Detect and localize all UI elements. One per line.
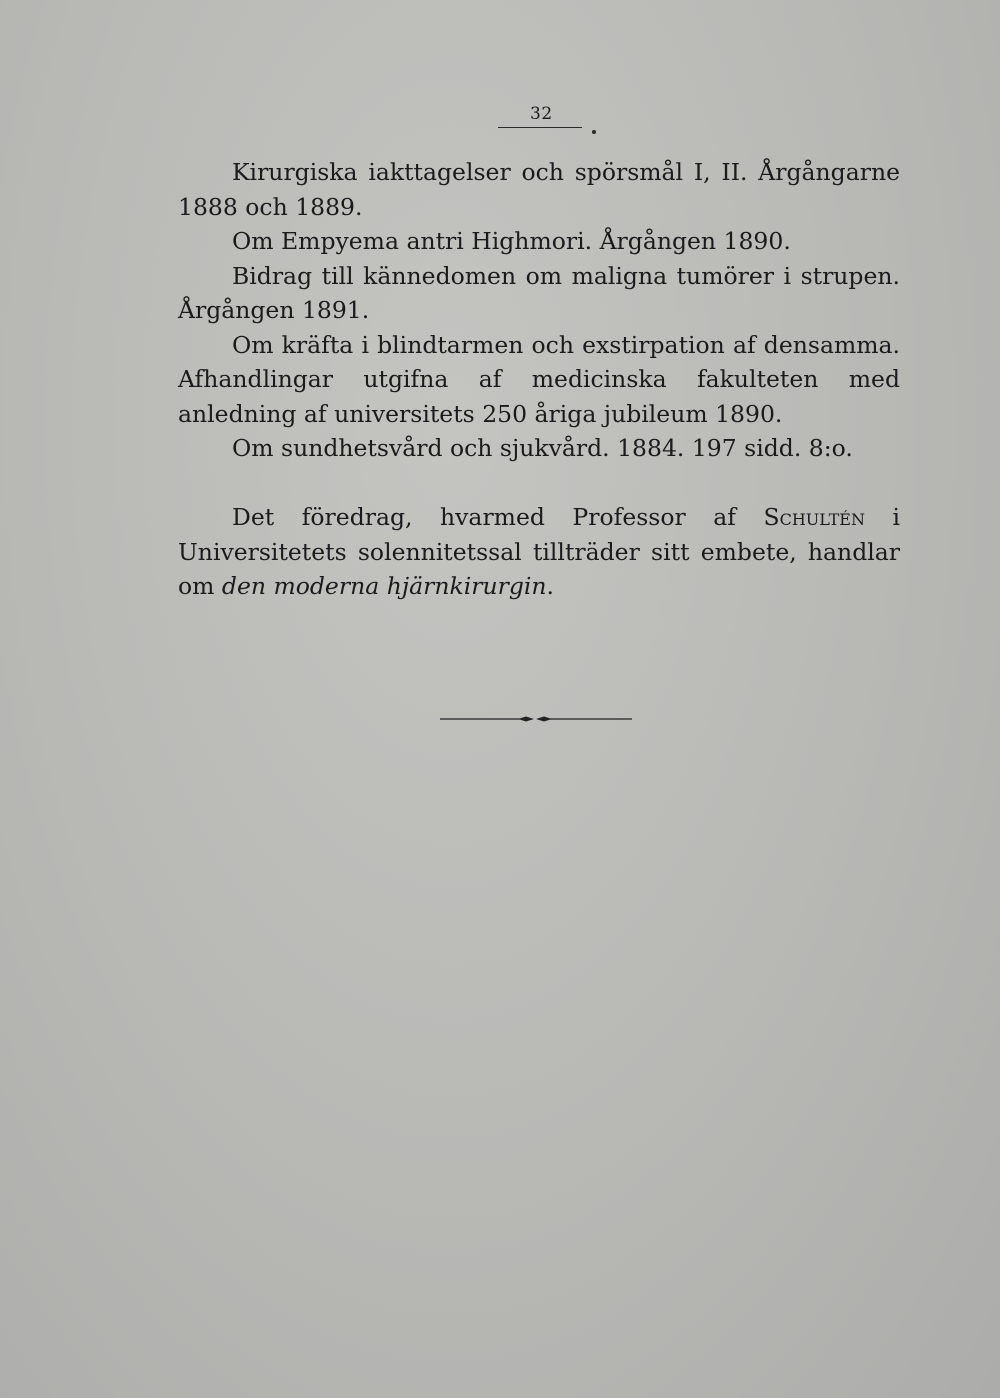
- bibliography-entry: Om Empyema antri Highmori. Årgången 1890.: [232, 227, 791, 255]
- bibliography-entry: Kirurgiska iakttagelser och spörsmål I, II. Årgångarne 1888 och 1889.: [178, 158, 900, 221]
- ink-speck: [592, 130, 596, 134]
- lecture-paragraph: [178, 500, 900, 604]
- bibliography-list: [178, 155, 900, 466]
- ornament-divider: [440, 712, 632, 726]
- lecture-text-start: Det föredrag, hvarmed Professor af: [232, 503, 764, 531]
- bibliography-entry: Om kräfta i blindtarmen och exstirpation af densamma. Afhandlingar utgifna af medicinska fakulteten med anledning af universitets 250 åriga jubileum 1890.: [178, 330, 900, 428]
- professor-name: Schultén: [763, 503, 865, 531]
- lecture-title: den moderna hjärnkirurgin: [221, 572, 547, 600]
- lecture-text: [178, 500, 900, 604]
- lecture-text-middle: i Universitetets solennitetssal tillträder sitt embete, handlar om: [178, 503, 900, 600]
- lecture-text-end: .: [546, 572, 555, 600]
- page-number-rule: [498, 127, 582, 128]
- page-number: 32: [530, 104, 553, 124]
- bibliography-entry: Om sundhetsvård och sjukvård. 1884. 197 sidd. 8:o.: [232, 434, 853, 462]
- bibliography-entry: Bidrag till kännedomen om maligna tumörer i strupen. Årgången 1891.: [178, 261, 900, 324]
